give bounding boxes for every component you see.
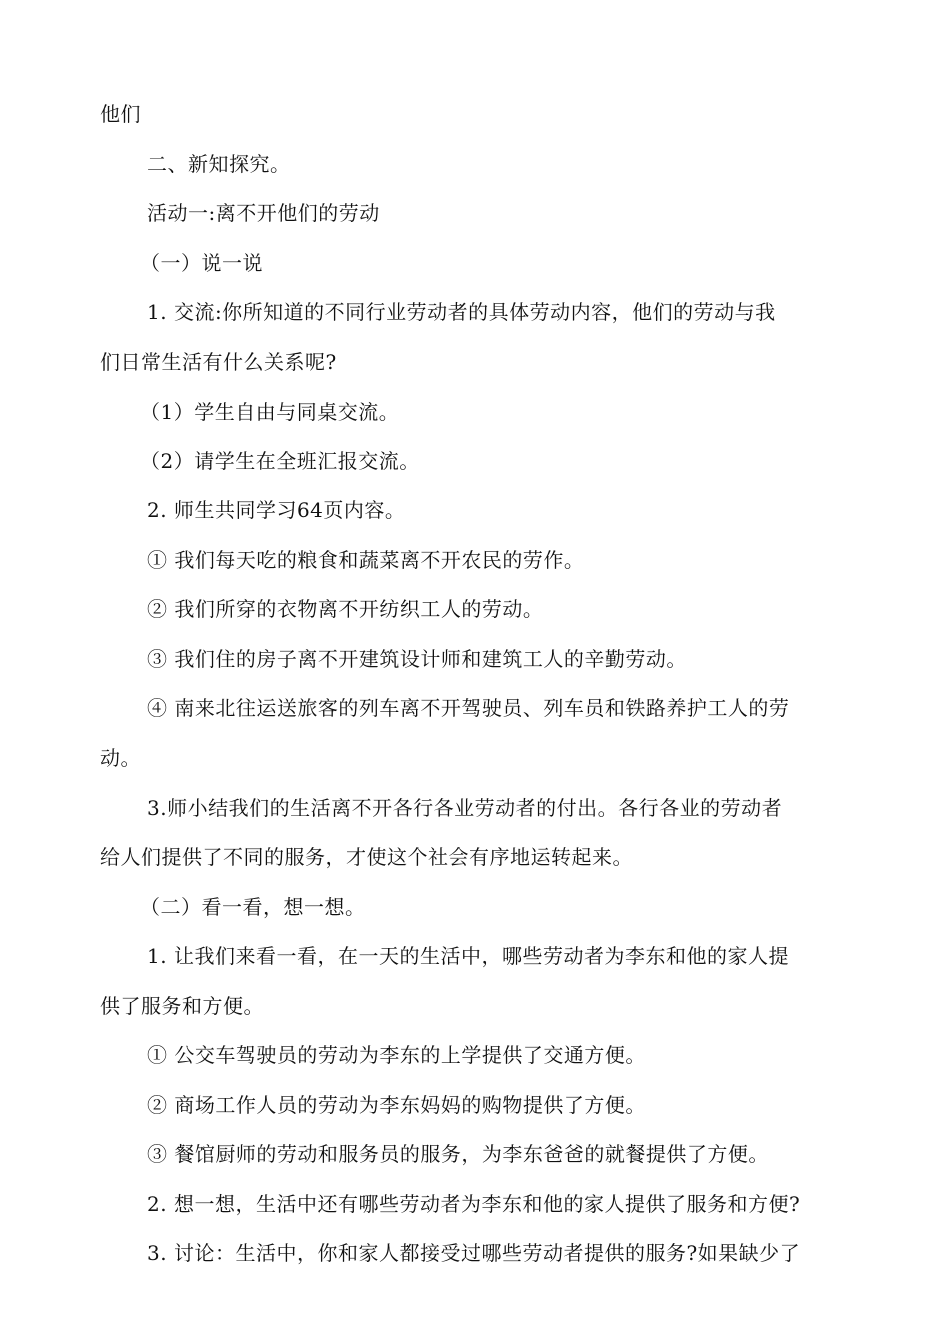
text-line: 供了服务和方便。 (100, 994, 264, 1018)
text-line: 2. 想一想，生活中还有哪些劳动者为李东和他的家人提供了服务和方便? (147, 1192, 801, 1216)
list-item: ① 我们每天吃的粮食和蔬菜离不开农民的劳作。 (147, 548, 585, 572)
list-item: （1）学生自由与同桌交流。 (140, 400, 400, 424)
activity-heading: 活动一:离不开他们的劳动 (147, 201, 380, 225)
text-line: 3.师小结我们的生活离不开各行各业劳动者的付出。各行各业的劳动者 (147, 796, 783, 820)
text-line: 3. 讨论：生活中，你和家人都接受过哪些劳动者提供的服务?如果缺少了 (147, 1241, 801, 1265)
text-line: 1. 交流:你所知道的不同行业劳动者的具体劳动内容，他们的劳动与我 (147, 300, 776, 324)
list-item: ① 公交车驾驶员的劳动为李东的上学提供了交通方便。 (147, 1043, 646, 1067)
list-item: ② 商场工作人员的劳动为李东妈妈的购物提供了方便。 (147, 1093, 646, 1117)
subsection-heading: （二）看一看，想一想。 (140, 895, 366, 919)
text-line: 2. 师生共同学习64页内容。 (147, 498, 406, 522)
section-heading: 二、新知探究。 (147, 152, 291, 176)
subsection-heading: （一）说一说 (140, 251, 263, 275)
list-item: （2）请学生在全班汇报交流。 (140, 449, 420, 473)
text-line: 他们 (100, 102, 141, 126)
text-line: 给人们提供了不同的服务，才使这个社会有序地运转起来。 (100, 845, 633, 869)
text-line: 动。 (100, 746, 141, 770)
text-line: 们日常生活有什么关系呢? (100, 350, 337, 374)
list-item: ④ 南来北往运送旅客的列车离不开驾驶员、列车员和铁路养护工人的劳 (147, 696, 790, 720)
list-item: ② 我们所穿的衣物离不开纺织工人的劳动。 (147, 597, 544, 621)
list-item: ③ 餐馆厨师的劳动和服务员的服务，为李东爸爸的就餐提供了方便。 (147, 1142, 769, 1166)
list-item: ③ 我们住的房子离不开建筑设计师和建筑工人的辛勤劳动。 (147, 647, 687, 671)
text-line: 1. 让我们来看一看，在一天的生活中，哪些劳动者为李东和他的家人提 (147, 944, 789, 968)
